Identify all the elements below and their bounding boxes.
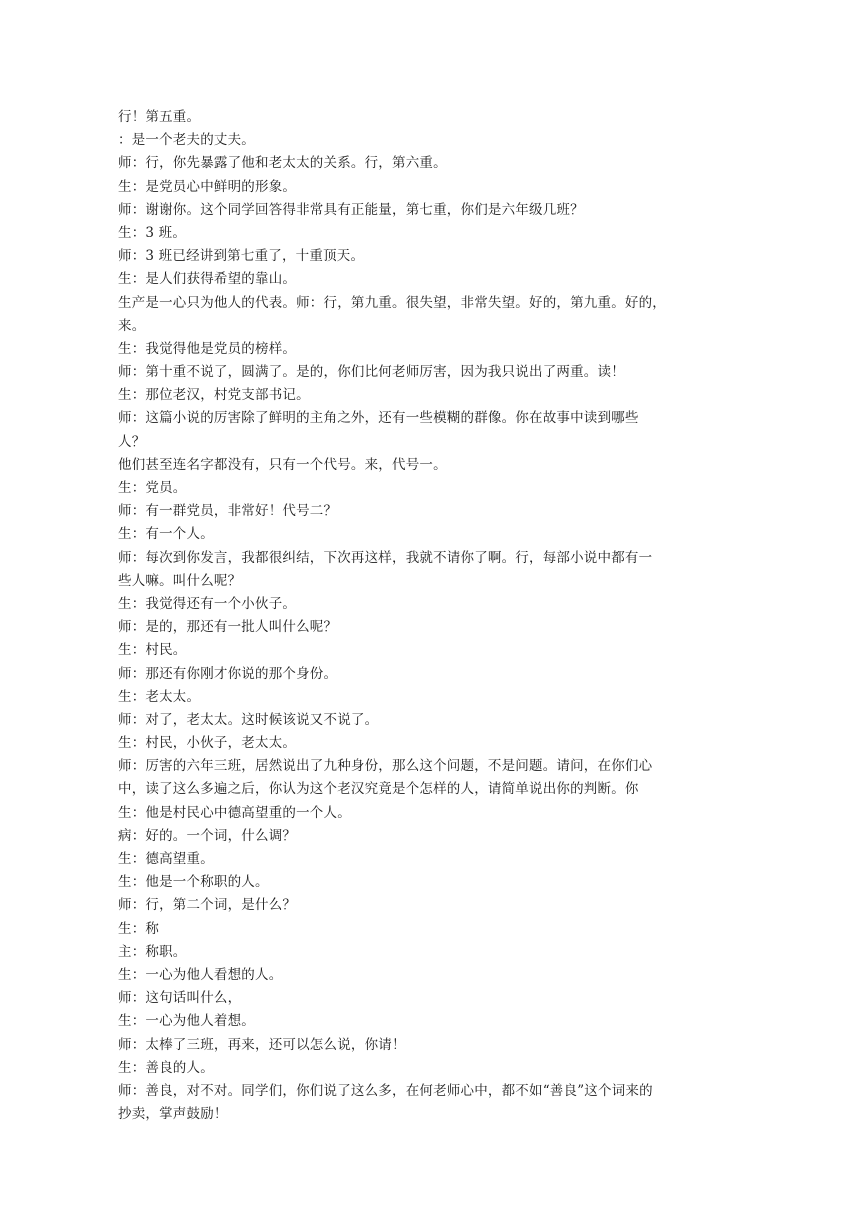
- text-line: 生：他是村民心中德高望重的一个人。: [118, 804, 351, 821]
- text-line: 师：那还有你刚才你说的那个身份。: [118, 665, 338, 682]
- text-line: 生：是党员心中鲜明的形象。: [118, 178, 297, 195]
- text-line: 生：称: [118, 920, 160, 937]
- text-line: 师：每次到你发言，我都很纠结，下次再这样，我就不请你了啊。行，每部小说中都有一: [118, 549, 653, 566]
- text-line: 生：老太太。: [118, 688, 201, 705]
- text-line: 师：3 班已经讲到第七重了，十重顶天。: [118, 248, 365, 265]
- text-line: 主：称职。: [118, 943, 187, 960]
- text-line: 生：德高望重。: [118, 851, 214, 867]
- text-line: 生：村民，小伙子，老太太。: [118, 735, 297, 752]
- text-line: 生：党员。: [118, 480, 187, 496]
- text-line: 师：是的，那还有一批人叫什么呢？: [118, 619, 338, 636]
- text-line: 生：一心为他人看想的人。: [118, 966, 283, 983]
- text-line: 生：我觉得还有一个小伙子。: [118, 595, 297, 612]
- text-line: 生：是人们获得希望的靠山。: [118, 271, 297, 288]
- text-line: 师：对了，老太太。这时候该说又不说了。: [118, 711, 379, 728]
- text-line: 师：行，你先暴露了他和老太太的关系。行，第六重。: [118, 155, 447, 172]
- text-line: 抄卖，掌声鼓励！: [118, 1106, 228, 1123]
- text-line: 生：村民。: [118, 642, 187, 659]
- text-line: 生产是一心只为他人的代表。师：行，第九重。很失望，非常失望。好的，第九重。好的，: [118, 294, 666, 311]
- text-line: 来。: [118, 317, 146, 334]
- text-line: 生：有一个人。: [118, 526, 214, 543]
- text-line: 师：行，第二个词，是什么？: [118, 897, 297, 914]
- text-line: 些人嘛。叫什么呢？: [118, 572, 242, 589]
- text-line: 师：这句话叫什么，: [118, 990, 242, 1007]
- text-line: 师：善良，对不对。同学们，你们说了这么多，在何老师心中，都不如“善良”这个词来的: [118, 1082, 653, 1099]
- text-line: 病：好的。一个词，什么调？: [118, 827, 297, 844]
- text-line: 生：一心为他人着想。: [118, 1013, 255, 1030]
- text-line: 生：那位老汉，村党支部书记。: [118, 387, 310, 404]
- text-line: 行！第五重。: [118, 109, 201, 125]
- text-line: 师：厉害的六年三班，居然说出了九种身份，那么这个问题，不是问题。请问，在你们心: [118, 758, 653, 775]
- text-line: 他们甚至连名字都没有，只有一个代号。来，代号一。: [118, 456, 447, 473]
- document-body: [118, 106, 742, 1126]
- text-line: 师：太棒了三班，再来，还可以怎么说，你请！: [118, 1036, 406, 1053]
- text-line: 生：善良的人。: [118, 1059, 214, 1076]
- text-line: ：是一个老夫的丈夫。: [118, 132, 255, 149]
- text-line: 师：有一群党员，非常好！代号二？: [118, 503, 338, 520]
- text-line: 师：第十重不说了，圆满了。是的，你们比何老师厉害，因为我只说出了两重。读！: [118, 364, 625, 381]
- text-line: 中，读了这么多遍之后，你认为这个老汉究竟是个怎样的人，请简单说出你的判断。你: [118, 781, 639, 798]
- text-line: 人？: [118, 433, 146, 450]
- text-line: 师：谢谢你。这个同学回答得非常具有正能量，第七重，你们是六年级几班？: [118, 201, 584, 218]
- text-line: 师：这篇小说的厉害除了鲜明的主角之外，还有一些模糊的群像。你在故事中读到哪些: [118, 410, 639, 427]
- text-line: 生：他是一个称职的人。: [118, 874, 269, 891]
- text-line: 生：我觉得他是党员的榜样。: [118, 340, 297, 357]
- text-line: 生：3 班。: [118, 224, 187, 241]
